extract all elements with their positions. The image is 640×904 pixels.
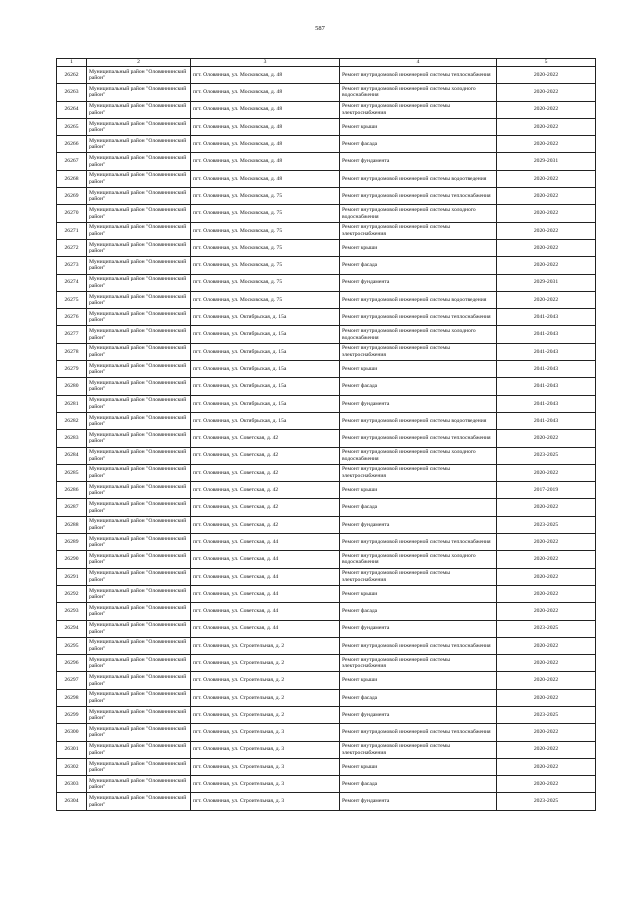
work-type-cell: Ремонт внутридомовой инженерной системы водоотведения: [340, 170, 497, 187]
period-cell: 2020-2022: [497, 170, 596, 187]
row-number-cell: 26269: [57, 188, 87, 205]
row-number-cell: 26291: [57, 568, 87, 585]
table-row: [57, 378, 596, 395]
address-cell: пгт. Оловянная, ул. Советская, д. 44: [191, 534, 340, 551]
period-cell: 2020-2022: [497, 464, 596, 481]
municipality-cell: Муниципальный район "Оловяннинский район": [87, 170, 191, 187]
address-cell: пгт. Оловянная, ул. Строительная, д. 2: [191, 706, 340, 723]
municipality-cell: Муниципальный район "Оловяннинский район": [87, 361, 191, 378]
address-cell: пгт. Оловянная, ул. Советская, д. 44: [191, 620, 340, 637]
table-row: [57, 447, 596, 464]
work-type-cell: Ремонт внутридомовой инженерной системы холодного водоснабжения: [340, 205, 497, 222]
period-cell: 2020-2022: [497, 637, 596, 654]
work-type-cell: Ремонт внутридомовой инженерной системы электроснабжения: [340, 741, 497, 758]
row-number-cell: 26275: [57, 291, 87, 308]
row-number-cell: 26286: [57, 482, 87, 499]
row-number-cell: 26279: [57, 361, 87, 378]
work-type-cell: Ремонт фасада: [340, 378, 497, 395]
row-number-cell: 26292: [57, 585, 87, 602]
municipality-cell: Муниципальный район "Оловяннинский район": [87, 482, 191, 499]
municipality-cell: Муниципальный район "Оловяннинский район": [87, 464, 191, 481]
municipality-cell: Муниципальный район "Оловяннинский район": [87, 499, 191, 516]
period-cell: 2020-2022: [497, 84, 596, 101]
row-number-cell: 26302: [57, 758, 87, 775]
work-type-cell: Ремонт внутридомовой инженерной системы теплоснабжения: [340, 309, 497, 326]
table-row: [57, 67, 596, 84]
work-type-cell: Ремонт внутридомовой инженерной системы холодного водоснабжения: [340, 551, 497, 568]
work-type-cell: Ремонт внутридомовой инженерной системы электроснабжения: [340, 655, 497, 672]
municipality-cell: Муниципальный район "Оловяннинский район": [87, 776, 191, 793]
row-number-cell: 26280: [57, 378, 87, 395]
table-row: [57, 343, 596, 360]
address-cell: пгт. Оловянная, ул. Советская, д. 42: [191, 447, 340, 464]
row-number-cell: 26276: [57, 309, 87, 326]
address-cell: пгт. Оловянная, ул. Октябрьская, д. 15а: [191, 395, 340, 412]
table-row: [57, 482, 596, 499]
work-type-cell: Ремонт фундамента: [340, 274, 497, 291]
period-cell: 2041-2043: [497, 378, 596, 395]
row-number-cell: 26303: [57, 776, 87, 793]
table-row: [57, 464, 596, 481]
table-row: [57, 412, 596, 429]
work-type-cell: Ремонт внутридомовой инженерной системы водоотведения: [340, 291, 497, 308]
period-cell: 2020-2022: [497, 568, 596, 585]
period-cell: 2041-2043: [497, 309, 596, 326]
work-type-cell: Ремонт внутридомовой инженерной системы водоотведения: [340, 412, 497, 429]
municipality-cell: Муниципальный район "Оловяннинский район": [87, 568, 191, 585]
work-type-cell: Ремонт крыши: [340, 239, 497, 256]
work-type-cell: Ремонт крыши: [340, 482, 497, 499]
row-number-cell: 26283: [57, 430, 87, 447]
period-cell: 2041-2043: [497, 412, 596, 429]
period-cell: 2020-2022: [497, 585, 596, 602]
table-row: [57, 585, 596, 602]
work-type-cell: Ремонт крыши: [340, 118, 497, 135]
municipality-cell: Муниципальный район "Оловяннинский район": [87, 291, 191, 308]
table-row: [57, 170, 596, 187]
period-cell: 2020-2022: [497, 430, 596, 447]
municipality-cell: Муниципальный район "Оловяннинский район": [87, 395, 191, 412]
work-type-cell: Ремонт внутридомовой инженерной системы холодного водоснабжения: [340, 326, 497, 343]
address-cell: пгт. Оловянная, ул. Московская, д. 75: [191, 274, 340, 291]
table-row: [57, 706, 596, 723]
row-number-cell: 26282: [57, 412, 87, 429]
period-cell: 2020-2022: [497, 67, 596, 84]
municipality-cell: Муниципальный район "Оловяннинский район": [87, 378, 191, 395]
municipality-cell: Муниципальный район "Оловяннинский район": [87, 67, 191, 84]
period-cell: 2020-2022: [497, 257, 596, 274]
row-number-cell: 26287: [57, 499, 87, 516]
period-cell: 2017-2019: [497, 482, 596, 499]
municipality-cell: Муниципальный район "Оловяннинский район": [87, 534, 191, 551]
address-cell: пгт. Оловянная, ул. Советская, д. 44: [191, 603, 340, 620]
column-header: 2: [87, 59, 191, 67]
page-number: 587: [315, 25, 325, 32]
municipality-cell: Муниципальный район "Оловяннинский район": [87, 551, 191, 568]
address-cell: пгт. Оловянная, ул. Советская, д. 44: [191, 585, 340, 602]
table-row: [57, 84, 596, 101]
address-cell: пгт. Оловянная, ул. Строительная, д. 3: [191, 724, 340, 741]
period-cell: 2020-2022: [497, 724, 596, 741]
row-number-cell: 26270: [57, 205, 87, 222]
row-number-cell: 26267: [57, 153, 87, 170]
period-cell: 2020-2022: [497, 118, 596, 135]
period-cell: 2020-2022: [497, 741, 596, 758]
row-number-cell: 26300: [57, 724, 87, 741]
work-type-cell: Ремонт фасада: [340, 499, 497, 516]
table-row: [57, 101, 596, 118]
work-type-cell: Ремонт внутридомовой инженерной системы холодного водоснабжения: [340, 447, 497, 464]
address-cell: пгт. Оловянная, ул. Московская, д. 75: [191, 205, 340, 222]
row-number-cell: 26264: [57, 101, 87, 118]
address-cell: пгт. Оловянная, ул. Октябрьская, д. 15а: [191, 378, 340, 395]
table-row: [57, 222, 596, 239]
table-row: [57, 793, 596, 810]
table-row: [57, 758, 596, 775]
work-type-cell: Ремонт фасада: [340, 257, 497, 274]
period-cell: 2023-2025: [497, 793, 596, 810]
row-number-cell: 26265: [57, 118, 87, 135]
municipality-cell: Муниципальный район "Оловяннинский район": [87, 655, 191, 672]
row-number-cell: 26278: [57, 343, 87, 360]
period-cell: 2023-2025: [497, 447, 596, 464]
municipality-cell: Муниципальный район "Оловяннинский район": [87, 603, 191, 620]
address-cell: пгт. Оловянная, ул. Московская, д. 48: [191, 136, 340, 153]
table-row: [57, 655, 596, 672]
period-cell: 2020-2022: [497, 758, 596, 775]
table-row: [57, 257, 596, 274]
row-number-cell: 26289: [57, 534, 87, 551]
row-number-cell: 26296: [57, 655, 87, 672]
work-type-cell: Ремонт внутридомовой инженерной системы электроснабжения: [340, 222, 497, 239]
address-cell: пгт. Оловянная, ул. Московская, д. 48: [191, 67, 340, 84]
row-number-cell: 26274: [57, 274, 87, 291]
period-cell: 2020-2022: [497, 534, 596, 551]
address-cell: пгт. Оловянная, ул. Советская, д. 44: [191, 568, 340, 585]
row-number-cell: 26273: [57, 257, 87, 274]
address-cell: пгт. Оловянная, ул. Строительная, д. 3: [191, 741, 340, 758]
table-row: [57, 118, 596, 135]
work-type-cell: Ремонт внутридомовой инженерной системы теплоснабжения: [340, 724, 497, 741]
row-number-cell: 26294: [57, 620, 87, 637]
work-type-cell: Ремонт внутридомовой инженерной системы теплоснабжения: [340, 534, 497, 551]
address-cell: пгт. Оловянная, ул. Строительная, д. 2: [191, 655, 340, 672]
row-number-cell: 26288: [57, 516, 87, 533]
row-number-cell: 26281: [57, 395, 87, 412]
work-type-cell: Ремонт фундамента: [340, 706, 497, 723]
period-cell: 2020-2022: [497, 136, 596, 153]
work-type-cell: Ремонт фундамента: [340, 516, 497, 533]
period-cell: 2020-2022: [497, 101, 596, 118]
row-number-cell: 26301: [57, 741, 87, 758]
municipality-cell: Муниципальный район "Оловяннинский район": [87, 239, 191, 256]
row-number-cell: 26268: [57, 170, 87, 187]
municipality-cell: Муниципальный район "Оловяннинский район": [87, 741, 191, 758]
table-row: [57, 776, 596, 793]
column-header: 3: [191, 59, 340, 67]
table-row: [57, 724, 596, 741]
work-type-cell: Ремонт внутридомовой инженерной системы холодного водоснабжения: [340, 84, 497, 101]
municipality-cell: Муниципальный район "Оловяннинский район": [87, 205, 191, 222]
municipality-cell: Муниципальный район "Оловяннинский район": [87, 343, 191, 360]
period-cell: 2023-2025: [497, 516, 596, 533]
address-cell: пгт. Оловянная, ул. Строительная, д. 2: [191, 637, 340, 654]
municipality-cell: Муниципальный район "Оловяннинский район": [87, 136, 191, 153]
table-row: [57, 239, 596, 256]
table-row: [57, 568, 596, 585]
work-type-cell: Ремонт внутридомовой инженерной системы электроснабжения: [340, 464, 497, 481]
table-row: [57, 603, 596, 620]
row-number-cell: 26304: [57, 793, 87, 810]
table-row: [57, 136, 596, 153]
address-cell: пгт. Оловянная, ул. Московская, д. 48: [191, 101, 340, 118]
table-row: [57, 499, 596, 516]
address-cell: пгт. Оловянная, ул. Октябрьская, д. 15а: [191, 343, 340, 360]
work-type-cell: Ремонт внутридомовой инженерной системы электроснабжения: [340, 101, 497, 118]
table-row: [57, 620, 596, 637]
row-number-cell: 26277: [57, 326, 87, 343]
work-type-cell: Ремонт внутридомовой инженерной системы электроснабжения: [340, 568, 497, 585]
period-cell: 2041-2043: [497, 326, 596, 343]
municipality-cell: Муниципальный район "Оловяннинский район": [87, 412, 191, 429]
municipality-cell: Муниципальный район "Оловяннинский район": [87, 84, 191, 101]
address-cell: пгт. Оловянная, ул. Октябрьская, д. 15а: [191, 326, 340, 343]
address-cell: пгт. Оловянная, ул. Строительная, д. 2: [191, 672, 340, 689]
address-cell: пгт. Оловянная, ул. Строительная, д. 3: [191, 758, 340, 775]
work-type-cell: Ремонт фасада: [340, 689, 497, 706]
row-number-cell: 26290: [57, 551, 87, 568]
table-row: [57, 534, 596, 551]
period-cell: 2020-2022: [497, 291, 596, 308]
period-cell: 2029-2031: [497, 153, 596, 170]
work-type-cell: Ремонт внутридомовой инженерной системы электроснабжения: [340, 343, 497, 360]
work-type-cell: Ремонт фасада: [340, 603, 497, 620]
address-cell: пгт. Оловянная, ул. Советская, д. 44: [191, 551, 340, 568]
period-cell: 2020-2022: [497, 188, 596, 205]
row-number-cell: 26271: [57, 222, 87, 239]
period-cell: 2020-2022: [497, 776, 596, 793]
address-cell: пгт. Оловянная, ул. Московская, д. 75: [191, 188, 340, 205]
work-type-cell: Ремонт фундамента: [340, 793, 497, 810]
work-type-cell: Ремонт внутридомовой инженерной системы теплоснабжения: [340, 637, 497, 654]
work-type-cell: Ремонт фасада: [340, 136, 497, 153]
work-type-cell: Ремонт внутридомовой инженерной системы теплоснабжения: [340, 188, 497, 205]
municipality-cell: Муниципальный район "Оловяннинский район": [87, 706, 191, 723]
municipality-cell: Муниципальный район "Оловяннинский район": [87, 430, 191, 447]
period-cell: 2041-2043: [497, 343, 596, 360]
work-type-cell: Ремонт крыши: [340, 585, 497, 602]
municipality-cell: Муниципальный район "Оловяннинский район": [87, 516, 191, 533]
municipality-cell: Муниципальный район "Оловяннинский район": [87, 447, 191, 464]
address-cell: пгт. Оловянная, ул. Советская, д. 42: [191, 516, 340, 533]
address-cell: пгт. Оловянная, ул. Московская, д. 48: [191, 170, 340, 187]
table-row: [57, 395, 596, 412]
table-row: [57, 430, 596, 447]
address-cell: пгт. Оловянная, ул. Строительная, д. 2: [191, 689, 340, 706]
address-cell: пгт. Оловянная, ул. Московская, д. 75: [191, 239, 340, 256]
table-row: [57, 274, 596, 291]
municipality-cell: Муниципальный район "Оловяннинский район": [87, 793, 191, 810]
address-cell: пгт. Оловянная, ул. Октябрьская, д. 15а: [191, 412, 340, 429]
address-cell: пгт. Оловянная, ул. Московская, д. 75: [191, 291, 340, 308]
address-cell: пгт. Оловянная, ул. Советская, д. 42: [191, 464, 340, 481]
municipality-cell: Муниципальный район "Оловяннинский район": [87, 672, 191, 689]
address-cell: пгт. Оловянная, ул. Московская, д. 48: [191, 153, 340, 170]
municipality-cell: Муниципальный район "Оловяннинский район": [87, 689, 191, 706]
row-number-cell: 26263: [57, 84, 87, 101]
table-row: [57, 326, 596, 343]
period-cell: 2023-2025: [497, 706, 596, 723]
table-row: [57, 672, 596, 689]
period-cell: 2020-2022: [497, 222, 596, 239]
address-cell: пгт. Оловянная, ул. Советская, д. 42: [191, 482, 340, 499]
table-row: [57, 551, 596, 568]
table-row: [57, 361, 596, 378]
municipality-cell: Муниципальный район "Оловяннинский район": [87, 326, 191, 343]
period-cell: 2029-2031: [497, 274, 596, 291]
address-cell: пгт. Оловянная, ул. Советская, д. 42: [191, 430, 340, 447]
work-type-cell: Ремонт крыши: [340, 361, 497, 378]
address-cell: пгт. Оловянная, ул. Октябрьская, д. 15а: [191, 309, 340, 326]
row-number-cell: 26284: [57, 447, 87, 464]
column-header: 4: [340, 59, 497, 67]
table-row: [57, 637, 596, 654]
work-type-cell: Ремонт внутридомовой инженерной системы теплоснабжения: [340, 67, 497, 84]
period-cell: 2020-2022: [497, 499, 596, 516]
row-number-cell: 26285: [57, 464, 87, 481]
work-type-cell: Ремонт фундамента: [340, 395, 497, 412]
period-cell: 2020-2022: [497, 655, 596, 672]
row-number-cell: 26272: [57, 239, 87, 256]
row-number-cell: 26266: [57, 136, 87, 153]
work-type-cell: Ремонт внутридомовой инженерной системы теплоснабжения: [340, 430, 497, 447]
period-cell: 2023-2025: [497, 620, 596, 637]
municipality-cell: Муниципальный район "Оловяннинский район": [87, 620, 191, 637]
table-body: [57, 67, 596, 811]
period-cell: 2020-2022: [497, 672, 596, 689]
municipality-cell: Муниципальный район "Оловяннинский район": [87, 257, 191, 274]
table-row: [57, 205, 596, 222]
period-cell: 2041-2043: [497, 395, 596, 412]
row-number-cell: 26298: [57, 689, 87, 706]
period-cell: 2041-2043: [497, 361, 596, 378]
work-type-cell: Ремонт фундамента: [340, 153, 497, 170]
work-type-cell: Ремонт крыши: [340, 758, 497, 775]
address-cell: пгт. Оловянная, ул. Московская, д. 75: [191, 222, 340, 239]
table-row: [57, 291, 596, 308]
period-cell: 2020-2022: [497, 239, 596, 256]
address-cell: пгт. Оловянная, ул. Строительная, д. 3: [191, 793, 340, 810]
table-row: [57, 516, 596, 533]
municipality-cell: Муниципальный район "Оловяннинский район": [87, 309, 191, 326]
row-number-cell: 26262: [57, 67, 87, 84]
address-cell: пгт. Оловянная, ул. Московская, д. 48: [191, 118, 340, 135]
row-number-cell: 26299: [57, 706, 87, 723]
municipality-cell: Муниципальный район "Оловяннинский район": [87, 585, 191, 602]
period-cell: 2020-2022: [497, 205, 596, 222]
municipality-cell: Муниципальный район "Оловяннинский район": [87, 724, 191, 741]
work-type-cell: Ремонт крыши: [340, 672, 497, 689]
municipality-cell: Муниципальный район "Оловяннинский район": [87, 188, 191, 205]
municipality-cell: Муниципальный район "Оловяннинский район": [87, 758, 191, 775]
row-number-cell: 26297: [57, 672, 87, 689]
address-cell: пгт. Оловянная, ул. Московская, д. 75: [191, 257, 340, 274]
table-row: [57, 689, 596, 706]
period-cell: 2020-2022: [497, 551, 596, 568]
work-type-cell: Ремонт фасада: [340, 776, 497, 793]
municipality-cell: Муниципальный район "Оловяннинский район": [87, 222, 191, 239]
table-row: [57, 188, 596, 205]
registry-table: [56, 58, 596, 811]
table-row: [57, 309, 596, 326]
work-type-cell: Ремонт фундамента: [340, 620, 497, 637]
address-cell: пгт. Оловянная, ул. Строительная, д. 3: [191, 776, 340, 793]
address-cell: пгт. Оловянная, ул. Советская, д. 42: [191, 499, 340, 516]
period-cell: 2020-2022: [497, 689, 596, 706]
column-header: 5: [497, 59, 596, 67]
row-number-cell: 26293: [57, 603, 87, 620]
municipality-cell: Муниципальный район "Оловяннинский район": [87, 153, 191, 170]
address-cell: пгт. Оловянная, ул. Московская, д. 48: [191, 84, 340, 101]
header-row: [57, 59, 596, 67]
municipality-cell: Муниципальный район "Оловяннинский район": [87, 118, 191, 135]
column-header: 1: [57, 59, 87, 67]
row-number-cell: 26295: [57, 637, 87, 654]
table-row: [57, 153, 596, 170]
municipality-cell: Муниципальный район "Оловяннинский район": [87, 637, 191, 654]
municipality-cell: Муниципальный район "Оловяннинский район": [87, 274, 191, 291]
period-cell: 2020-2022: [497, 603, 596, 620]
address-cell: пгт. Оловянная, ул. Октябрьская, д. 15а: [191, 361, 340, 378]
table-row: [57, 741, 596, 758]
municipality-cell: Муниципальный район "Оловяннинский район": [87, 101, 191, 118]
